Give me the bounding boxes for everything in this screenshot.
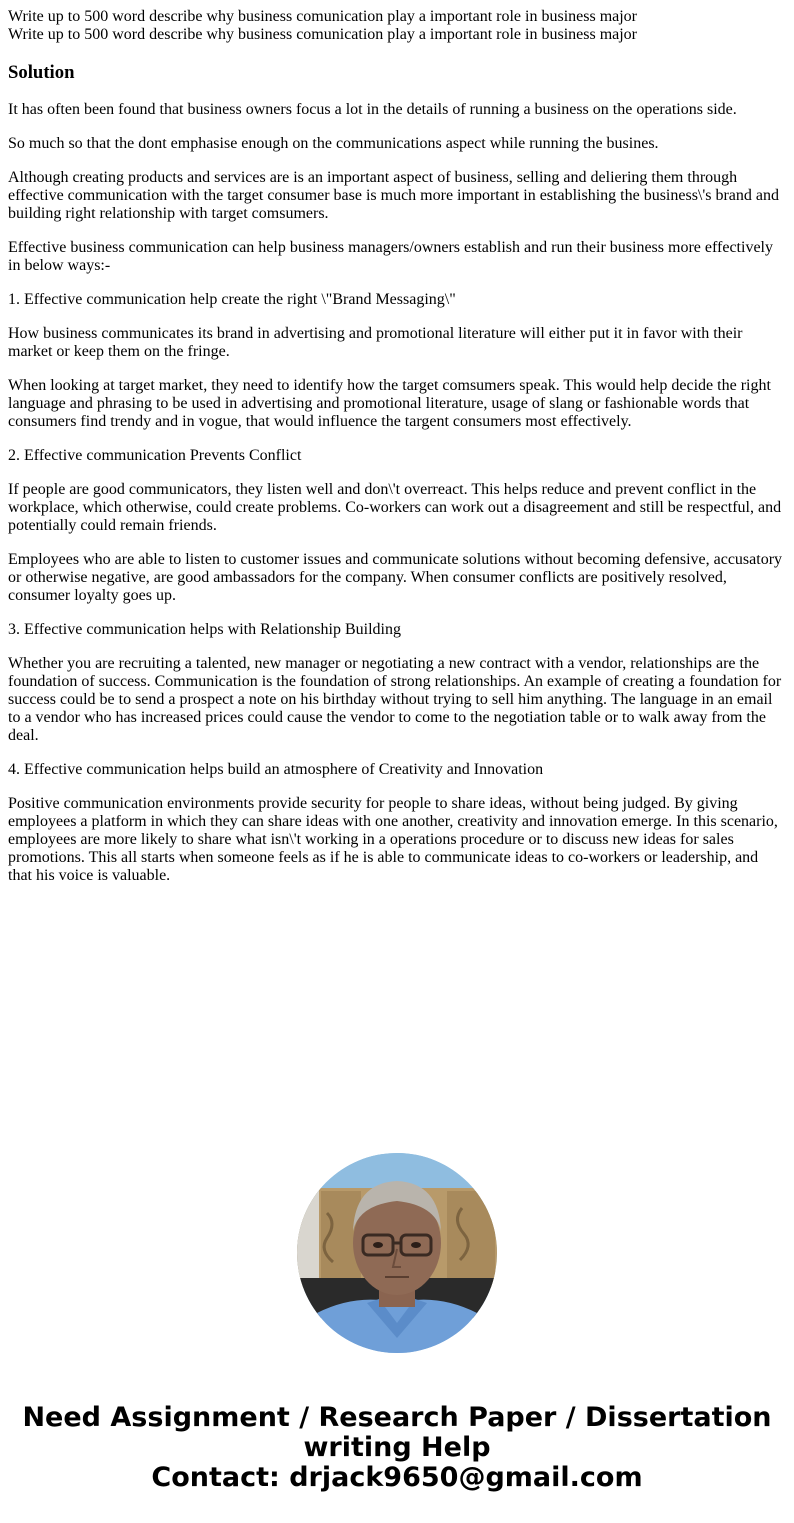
paragraph: Whether you are recruiting a talented, new manager or negotiating a new contract with a vendor, relationships are the foundation of success. Communication is the foundation of strong relationships. An example of creating a foundation for success could be to send a prospect a note on his birthday without trying to sell him anything. The language in an email to a vendor who has increased prices could cause the vendor to come to the negotiation table or to walk away from the deal.: [8, 655, 782, 744]
paragraph: Although creating products and services are is an important aspect of business, selling and deliering them through effective communication with the target consumer base is much more important in establishing the business\'s brand and building right relationship with target comsumers.: [8, 169, 779, 222]
point-heading-1: 1. Effective communication help create the right \"Brand Messaging\": [8, 291, 456, 308]
paragraph: If people are good communicators, they listen well and don\'t overreact. This helps reduce and prevent conflict in the workplace, which otherwise, could create problems. Co-workers can work out a disagreement and still be respectful, and potentially could remain friends.: [8, 481, 782, 534]
paragraph: Effective business communication can help business managers/owners establish and run their business more effectively in below ways:-: [8, 239, 773, 274]
paragraph: Positive communication environments provide security for people to share ideas, without being judged. By giving employees a platform in which they can share ideas with one another, creativity and innovation emerge. In this scenario, employees are more likely to share what isn\'t working in a operations procedure or to discuss new ideas for sales promotions. This all starts when someone feels as if he is able to communicate ideas to co-workers or leadership, and that his voice is valuable.: [8, 795, 778, 884]
promo-contact: Contact: drjack9650@gmail.com: [151, 1462, 643, 1493]
question-text-repeat: Write up to 500 word describe why business comunication play a important role in business major: [8, 26, 638, 43]
solution-heading: Solution: [8, 62, 75, 83]
question-text: Write up to 500 word describe why business comunication play a important role in business major: [8, 8, 638, 25]
question-block: [8, 8, 786, 44]
paragraph: It has often been found that business owners focus a lot in the details of running a business on the operations side.: [8, 101, 737, 118]
paragraph: How business communicates its brand in advertising and promotional literature will either put it in favor with their market or keep them on the fringe.: [8, 325, 743, 360]
solution-body: [8, 101, 786, 885]
avatar-photo: [297, 1153, 497, 1353]
paragraph: Employees who are able to listen to customer issues and communicate solutions without becoming defensive, accusatory or otherwise negative, are good ambassadors for the company. When consumer conflicts are positively resolved, consumer loyalty goes up.: [8, 551, 783, 604]
promo-line-2: writing Help: [303, 1432, 491, 1463]
point-heading-2: 2. Effective communication Prevents Conflict: [8, 447, 302, 464]
portrait-illustration-icon: [297, 1153, 497, 1353]
paragraph: When looking at target market, they need to identify how the target comsumers speak. This would help decide the right language and phrasing to be used in advertising and promotional literature, usage of slang or fashionable words that consumers find trendy and in vogue, that would influence the targent consumers most effectively.: [8, 377, 771, 430]
point-heading-3: 3. Effective communication helps with Relationship Building: [8, 621, 401, 638]
promo-banner: [0, 1403, 794, 1493]
point-heading-4: 4. Effective communication helps build an atmosphere of Creativity and Innovation: [8, 761, 544, 778]
author-avatar: [297, 1153, 497, 1353]
promo-line-1: Need Assignment / Research Paper / Dissertation: [22, 1402, 772, 1433]
paragraph: So much so that the dont emphasise enough on the communications aspect while running the busines.: [8, 135, 659, 152]
